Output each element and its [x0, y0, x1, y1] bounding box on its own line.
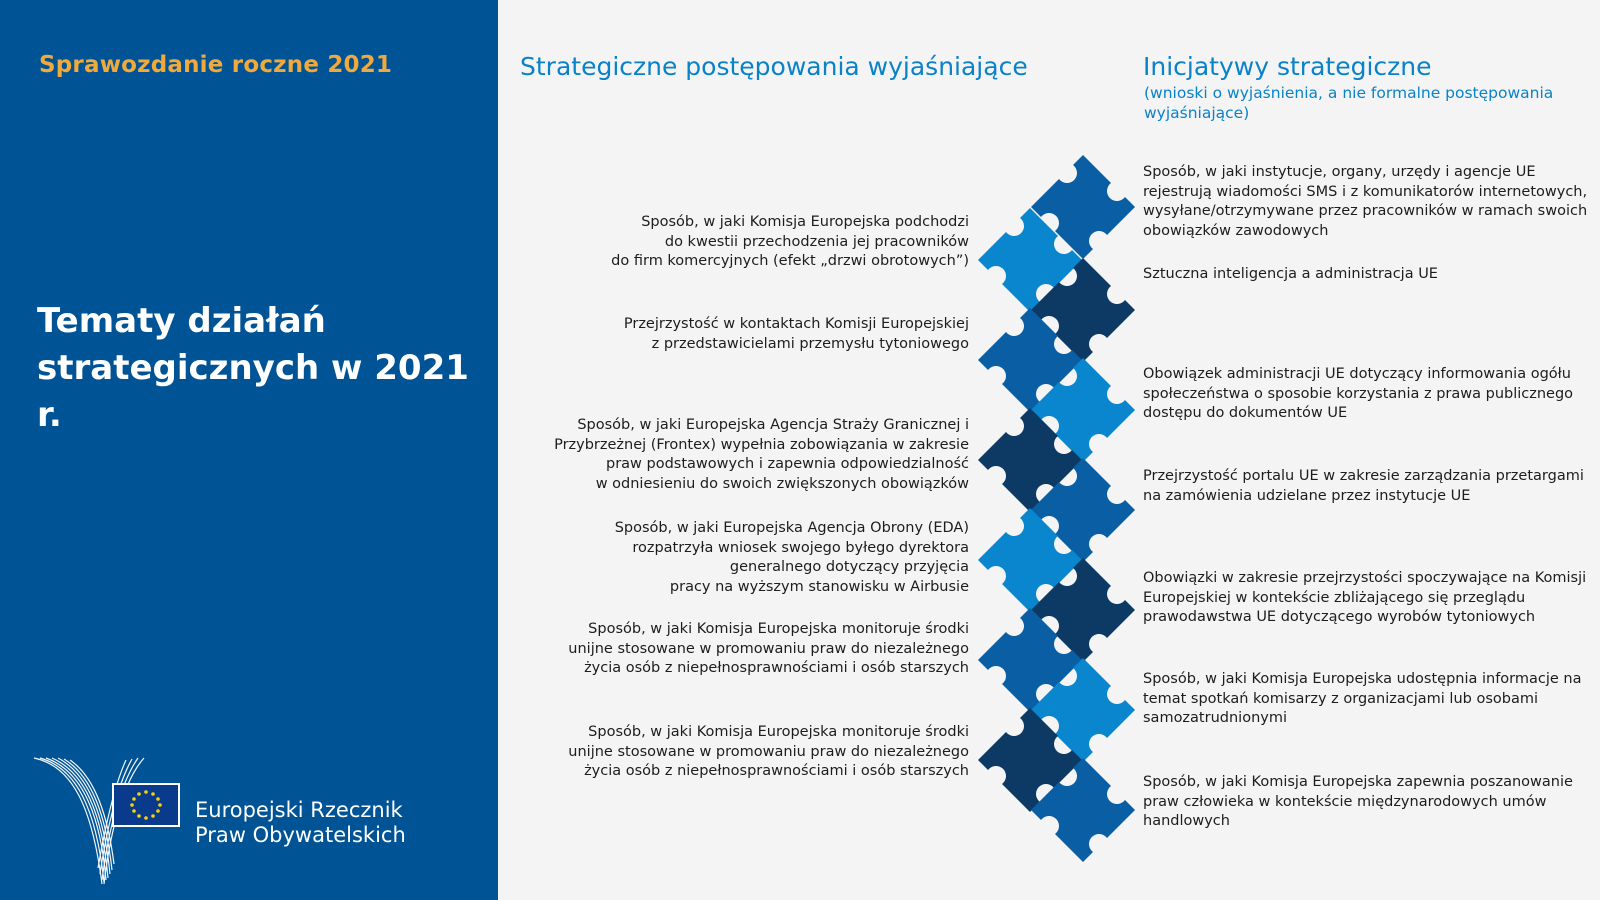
initiative-item: Obowiązek administracji UE dotyczący informowania ogółu społeczeństwa o sposobie korzystania z prawa publicznego dostępu do dokumentów UE [1143, 366, 1574, 421]
initiative-item: Sposób, w jaki instytucje, organy, urzędy i agencje UE rejestrują wiadomości SMS i z komunikatorów internetowych, wysyłane/otrzymywane przez pracowników w ramach swoich obowiązków zawodowych [1143, 164, 1588, 239]
puzzle-column [978, 155, 1135, 862]
initiative-item: Sposób, w jaki Komisja Europejska udostępnia informacje na temat spotkań komisarzy z organizacjami lub osobami samozatrudnionymi [1143, 671, 1582, 726]
inquiry-item [611, 213, 969, 272]
initiative-item: Sztuczna inteligencja a administracja UE [1143, 266, 1438, 282]
inquiry-item [615, 519, 969, 597]
page-title [37, 298, 487, 439]
inquiry-item-line: Przejrzystość w kontaktach Komisji Europejskiej [623, 316, 969, 332]
inquiry-item [568, 620, 969, 679]
inquiry-item-line: Sposób, w jaki Komisja Europejska monitoruje środki [588, 724, 969, 740]
right-column-subheading: (wnioski o wyjaśnienia, a nie formalne postępowania wyjaśniające) [1144, 84, 1554, 122]
inquiry-item-line: Sposób, w jaki Komisja Europejska monitoruje środki [588, 621, 969, 637]
logo-text [195, 798, 406, 848]
inquiry-item-line: Sposób, w jaki Europejska Agencja Straży Granicznej i [577, 417, 969, 433]
right-column-heading: Inicjatywy strategiczne [1143, 52, 1432, 81]
inquiry-item-line: Sposób, w jaki Europejska Agencja Obrony (EDA) [614, 520, 969, 536]
inquiry-item-line: praw podstawowych i zapewnia odpowiedzialność [605, 456, 969, 472]
inquiry-item-line: życia osób z niepełnosprawnościami i osób starszych [584, 660, 969, 676]
initiative-item: Obowiązki w zakresie przejrzystości spoczywające na Komisji Europejskiej w kontekście zbliżającego się przeglądu prawodawstwa UE dotyczącego wyrobów tytoniowych [1143, 570, 1587, 625]
inquiry-item-line: Przybrzeżnej (Frontex) wypełnia zobowiązania w zakresie [554, 436, 969, 453]
inquiry-item [624, 315, 969, 354]
inquiry-item-line: rozpatrzyła wniosek swojego byłego dyrektora [632, 539, 969, 556]
left-panel [0, 0, 498, 900]
inquiry-item-line: do firm komercyjnych (efekt „drzwi obrotowych”) [611, 253, 969, 269]
inquiry-item [568, 723, 969, 782]
page-title-line-2: strategicznych w 2021 r. [37, 348, 469, 435]
inquiry-item-line: życia osób z niepełnosprawnościami i osób starszych [584, 763, 969, 779]
inquiry-item-line: unijne stosowane w promowaniu praw do niezależnego [568, 640, 969, 657]
inquiry-item-line: pracy na wyższym stanowisku w Airbusie [669, 578, 969, 595]
page-title-line-1: Tematy działań [37, 301, 326, 341]
logo-text-line-2: Praw Obywatelskich [195, 823, 406, 847]
inquiry-item-line: z przedstawicielami przemysłu tytoniowego [651, 335, 969, 352]
left-column-heading: Strategiczne postępowania wyjaśniające [520, 52, 1028, 81]
inquiry-item-line: Sposób, w jaki Komisja Europejska podchodzi [641, 214, 969, 230]
inquiry-item-line: w odniesieniu do swoich zwiększonych obowiązków [595, 475, 969, 492]
inquiry-item-line: do kwestii przechodzenia jej pracowników [664, 233, 969, 250]
initiative-item: Sposób, w jaki Komisja Europejska zapewnia poszanowanie praw człowieka w kontekście międzynarodowych umów handlowych [1143, 774, 1573, 829]
inquiry-item-line: generalnego dotyczący przyjęcia [729, 559, 969, 575]
initiative-item: Przejrzystość portalu UE w zakresie zarządzania przetargami na zamówienia udzielane przez instytucje UE [1143, 468, 1584, 504]
logo-text-line-1: Europejski Rzecznik [195, 798, 403, 822]
report-label: Sprawozdanie roczne 2021 [39, 52, 393, 78]
puzzle-pieces-icon [975, 155, 1135, 875]
inquiry-item [554, 416, 969, 494]
inquiry-item-line: unijne stosowane w promowaniu praw do niezależnego [568, 743, 969, 760]
